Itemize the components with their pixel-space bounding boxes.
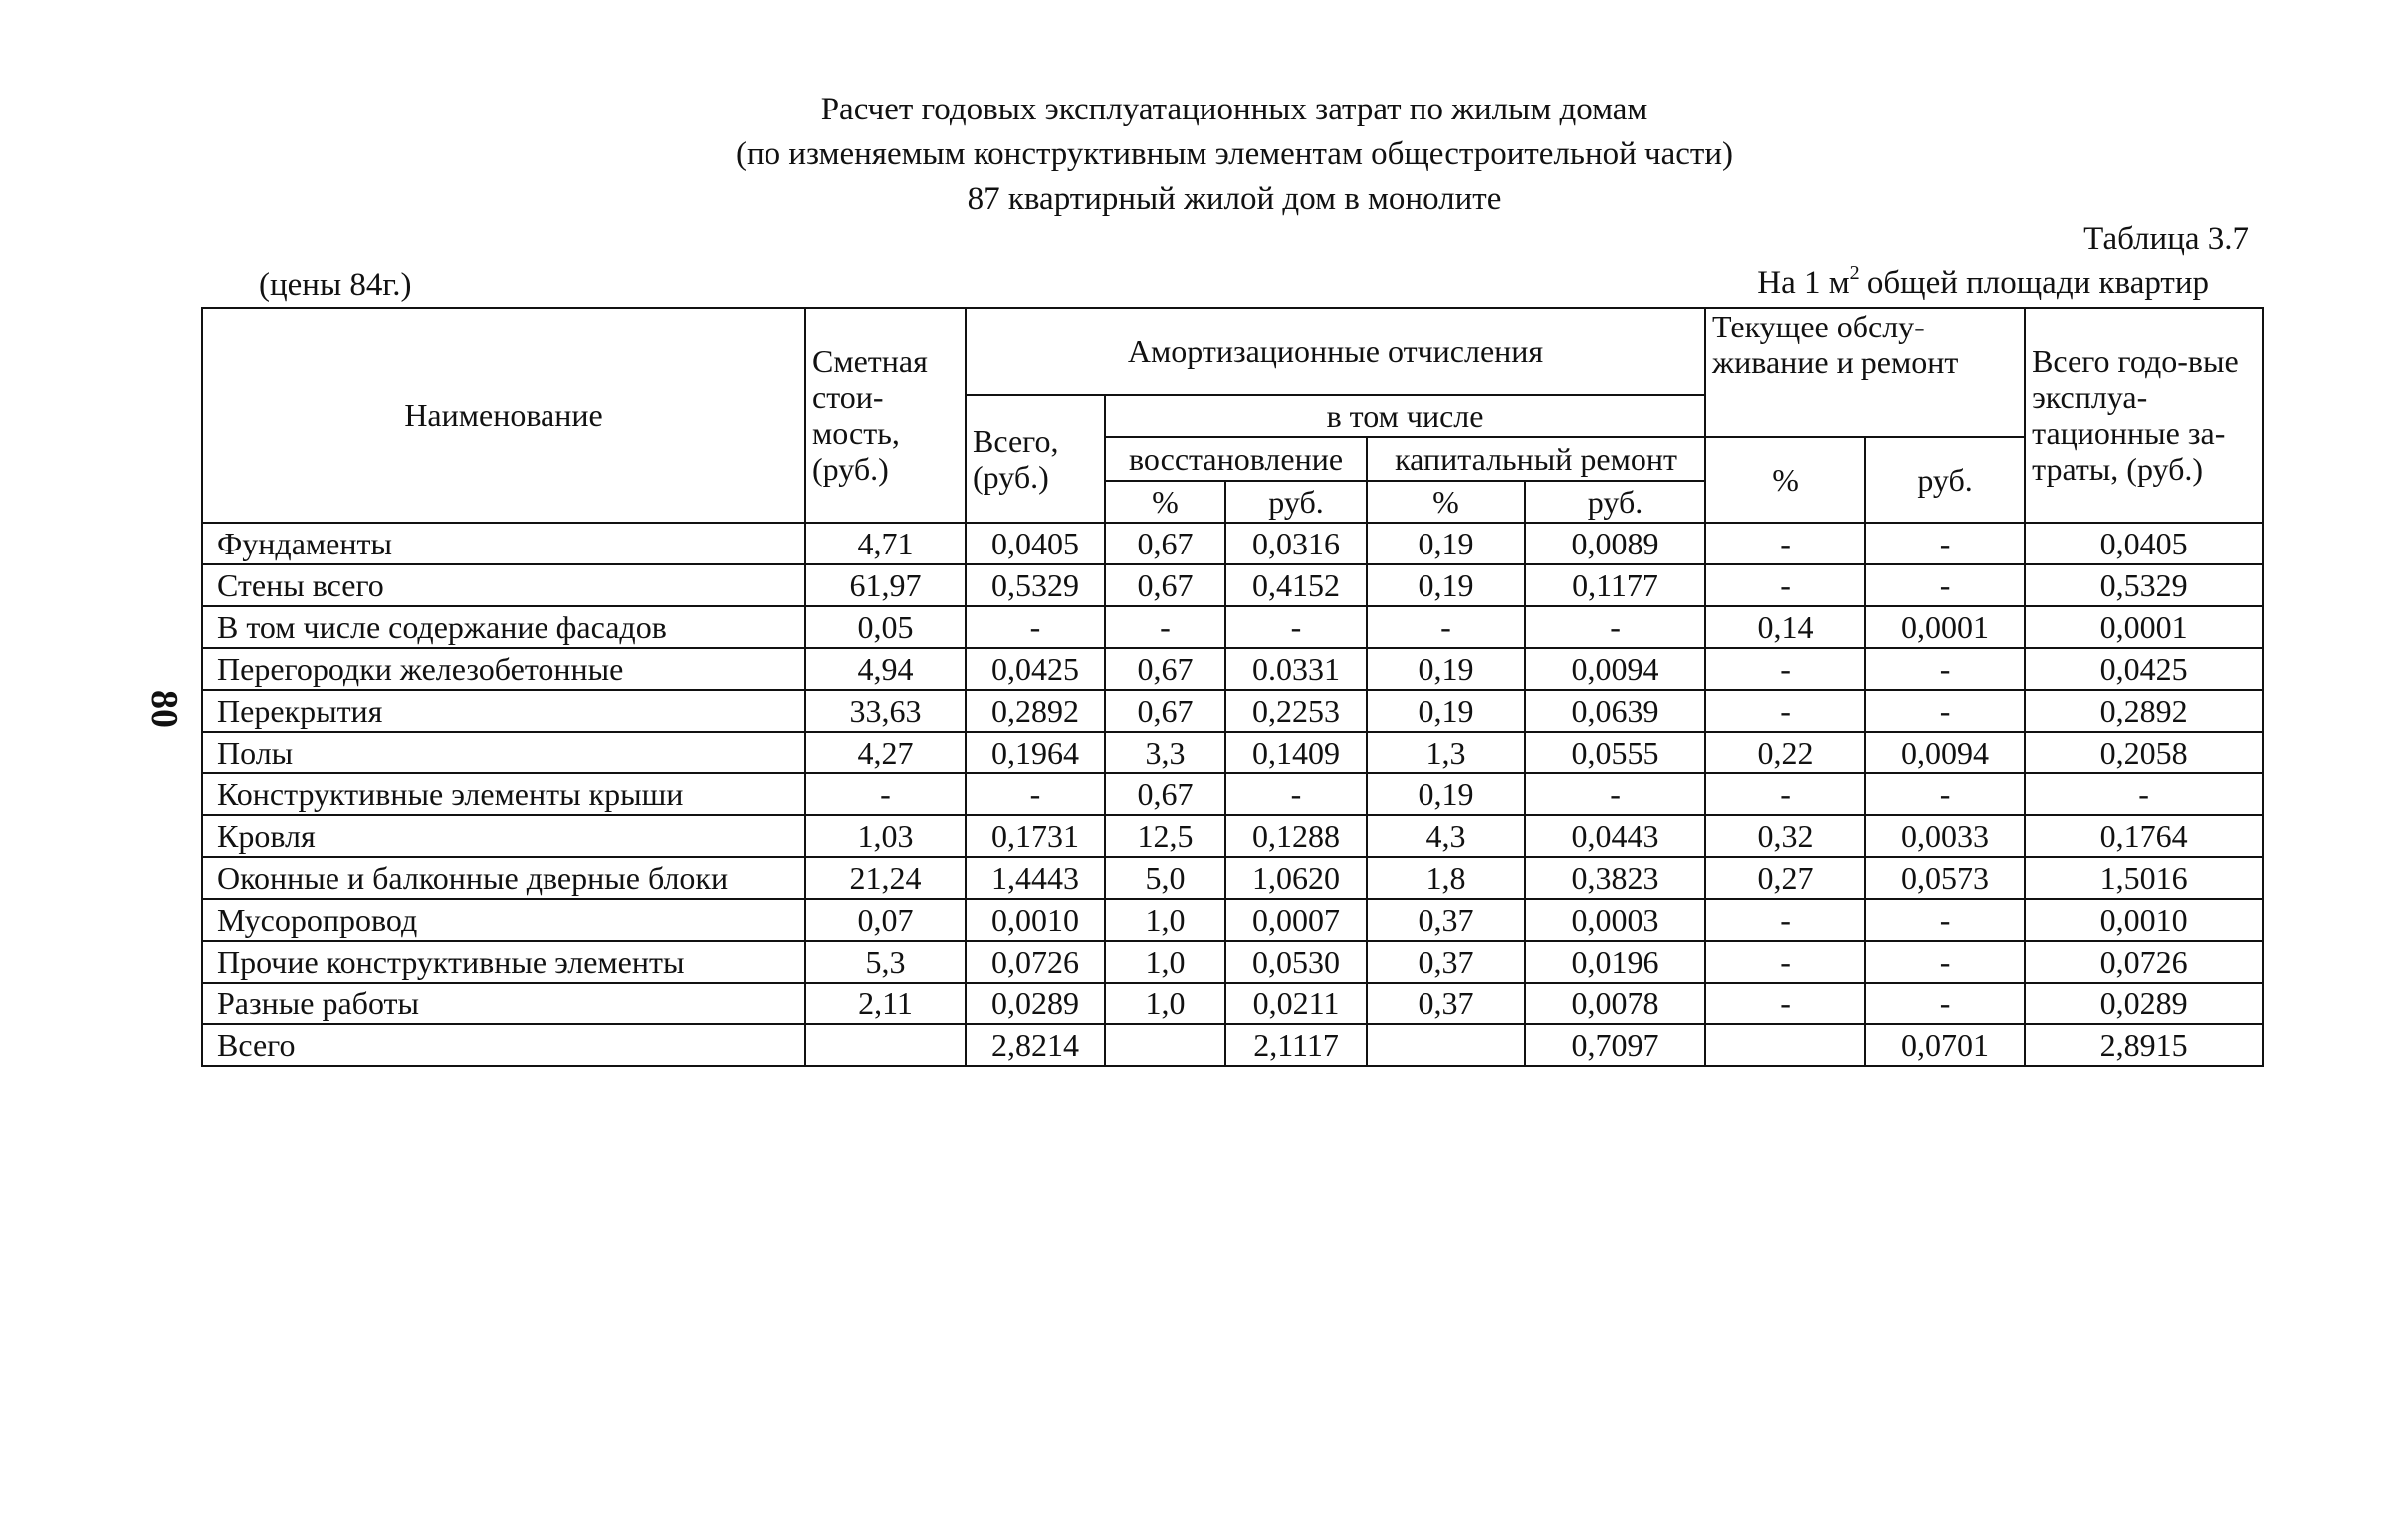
cell-cap-pct: 0,19 [1367,690,1525,732]
cell-cap-rub: 0,1177 [1525,564,1705,606]
cell-cap-rub: - [1525,606,1705,648]
cell-cost: - [805,773,966,815]
cell-cost: 21,24 [805,857,966,899]
cell-name: Всего [202,1024,805,1066]
cell-serv-rub: 0,0001 [1865,606,2025,648]
cell-cap-rub: 0,0078 [1525,983,1705,1024]
table-row [202,1024,2263,1066]
cell-rest-pct: 0,67 [1105,773,1225,815]
cell-rest-rub: - [1225,773,1367,815]
cell-serv-rub: - [1865,523,2025,564]
cell-rest-rub: 0,0530 [1225,941,1367,983]
cell-cap-pct: 0,19 [1367,523,1525,564]
cell-rest-pct: 1,0 [1105,899,1225,941]
cell-annual: 0,0425 [2025,648,2263,690]
cell-cap-rub: 0,0196 [1525,941,1705,983]
cell-name: В том числе содержание фасадов [202,606,805,648]
cell-rest-rub: 2,1117 [1225,1024,1367,1066]
table-row [202,899,2263,941]
cell-cost: 33,63 [805,690,966,732]
cell-total: 0,0405 [966,523,1105,564]
cell-rest-pct: 1,0 [1105,983,1225,1024]
header-service-pct: % [1705,437,1865,523]
cell-serv-pct: 0,32 [1705,815,1865,857]
cell-rest-rub: 0,2253 [1225,690,1367,732]
cell-cap-pct: 0,37 [1367,941,1525,983]
cell-name: Прочие конструктивные элементы [202,941,805,983]
cell-name: Стены всего [202,564,805,606]
cell-rest-pct: 0,67 [1105,690,1225,732]
cell-rest-pct: 12,5 [1105,815,1225,857]
cell-annual: 0,2058 [2025,732,2263,773]
cell-total: 0,2892 [966,690,1105,732]
cell-serv-rub: - [1865,941,2025,983]
table-row [202,732,2263,773]
cell-rest-rub: 0,0316 [1225,523,1367,564]
cell-total: 0,0289 [966,983,1105,1024]
cell-serv-rub: - [1865,648,2025,690]
cell-total: 0,0726 [966,941,1105,983]
cell-serv-pct: - [1705,941,1865,983]
cell-serv-pct: - [1705,773,1865,815]
cell-cap-rub: 0,0003 [1525,899,1705,941]
cell-annual: 0,1764 [2025,815,2263,857]
cell-cap-rub: 0,3823 [1525,857,1705,899]
cell-serv-pct: - [1705,690,1865,732]
header-depreciation-total: Всего, (руб.) [966,395,1105,523]
cell-serv-pct: - [1705,899,1865,941]
cell-cost: 4,94 [805,648,966,690]
cell-rest-pct: - [1105,606,1225,648]
header-annual-total: Всего годо-вые эксплуа-тационные за-траты, (руб.) [2025,308,2263,523]
cell-annual: 0,0405 [2025,523,2263,564]
operating-costs-table [201,307,2264,1067]
cell-cap-rub: - [1525,773,1705,815]
cell-serv-pct: 0,14 [1705,606,1865,648]
table-row [202,983,2263,1024]
cell-annual: 0,2892 [2025,690,2263,732]
table-row [202,523,2263,564]
cell-cap-rub: 0,0639 [1525,690,1705,732]
cell-total: 0,0425 [966,648,1105,690]
prices-note: (цены 84г.) [259,267,412,303]
title-line-1: Расчет годовых эксплуатационных затрат по жилым домам [820,92,1648,127]
cell-serv-pct: - [1705,523,1865,564]
table-row [202,690,2263,732]
cell-rest-rub: 0,4152 [1225,564,1367,606]
cell-rest-rub: - [1225,606,1367,648]
cell-rest-pct: 0,67 [1105,648,1225,690]
table-row [202,857,2263,899]
table-row [202,941,2263,983]
cell-serv-rub: 0,0033 [1865,815,2025,857]
cell-total: 0,1731 [966,815,1105,857]
cell-cost: 5,3 [805,941,966,983]
cell-rest-pct: 5,0 [1105,857,1225,899]
cell-name: Перекрытия [202,690,805,732]
cell-total: - [966,606,1105,648]
table-row [202,648,2263,690]
cell-serv-rub: - [1865,690,2025,732]
cell-serv-pct [1705,1024,1865,1066]
cell-annual: - [2025,773,2263,815]
cell-total: - [966,773,1105,815]
cell-annual: 2,8915 [2025,1024,2263,1066]
unit-note-suffix: общей площади квартир [1859,265,2209,301]
table-body [202,523,2263,1066]
header-current-service: Текущее обслу-живание и ремонт [1705,308,2025,437]
cell-name: Перегородки железобетонные [202,648,805,690]
cell-annual: 0,0726 [2025,941,2263,983]
unit-note-superscript: 2 [1849,262,1860,284]
header-name: Наименование [202,308,805,523]
header-capital-pct: % [1367,481,1525,523]
cell-serv-rub: - [1865,773,2025,815]
cell-cap-rub: 0,7097 [1525,1024,1705,1066]
cell-cap-pct: 0,19 [1367,648,1525,690]
cell-cap-pct: 0,37 [1367,983,1525,1024]
cell-total: 0,1964 [966,732,1105,773]
cell-rest-rub: 0,1409 [1225,732,1367,773]
header-service-rub: руб. [1865,437,2025,523]
table-number: Таблица 3.7 [2083,221,2249,257]
cell-rest-pct: 1,0 [1105,941,1225,983]
cell-rest-rub: 0,1288 [1225,815,1367,857]
header-estimated-cost: Сметная стои-мость, (руб.) [805,308,966,523]
cell-total: 2,8214 [966,1024,1105,1066]
header-capital-rub: руб. [1525,481,1705,523]
unit-note-prefix: На 1 м [1757,265,1850,301]
unit-note [1757,262,2209,302]
cell-annual: 0,0010 [2025,899,2263,941]
table-row [202,815,2263,857]
cell-cost: 0,05 [805,606,966,648]
cell-rest-pct: 0,67 [1105,564,1225,606]
cell-rest-pct [1105,1024,1225,1066]
cell-cap-rub: 0,0094 [1525,648,1705,690]
title-line-2: (по изменяемым конструктивным элементам общестроительной части) [735,136,1733,172]
document-title [0,88,2408,222]
cell-serv-rub: - [1865,564,2025,606]
cell-serv-pct: 0,27 [1705,857,1865,899]
header-restoration: восстановление [1105,437,1367,481]
cell-annual: 1,5016 [2025,857,2263,899]
cell-rest-rub: 0.0331 [1225,648,1367,690]
cell-cap-pct: 0,19 [1367,564,1525,606]
cell-serv-rub: - [1865,899,2025,941]
cell-cost: 4,71 [805,523,966,564]
cell-serv-rub: 0,0701 [1865,1024,2025,1066]
cell-cost: 2,11 [805,983,966,1024]
cell-cap-pct: 1,3 [1367,732,1525,773]
cell-annual: 0,0289 [2025,983,2263,1024]
cell-serv-pct: - [1705,648,1865,690]
cell-rest-rub: 0,0211 [1225,983,1367,1024]
cell-cost: 4,27 [805,732,966,773]
cell-rest-rub: 1,0620 [1225,857,1367,899]
cell-name: Фундаменты [202,523,805,564]
header-including: в том числе [1105,395,1705,437]
cell-serv-pct: - [1705,564,1865,606]
cell-serv-pct: 0,22 [1705,732,1865,773]
cell-cost: 0,07 [805,899,966,941]
cell-cap-pct: 4,3 [1367,815,1525,857]
header-restoration-rub: руб. [1225,481,1367,523]
cell-name: Кровля [202,815,805,857]
cell-serv-rub: 0,0094 [1865,732,2025,773]
cell-rest-pct: 3,3 [1105,732,1225,773]
cell-annual: 0,0001 [2025,606,2263,648]
cell-serv-rub: 0,0573 [1865,857,2025,899]
cell-cost: 61,97 [805,564,966,606]
cell-total: 0,5329 [966,564,1105,606]
cell-total: 0,0010 [966,899,1105,941]
cell-cost [805,1024,966,1066]
header-capital-repair: капитальный ремонт [1367,437,1705,481]
cell-name: Мусоропровод [202,899,805,941]
cell-name: Конструктивные элементы крыши [202,773,805,815]
cell-total: 1,4443 [966,857,1105,899]
cell-cap-pct: - [1367,606,1525,648]
cell-rest-rub: 0,0007 [1225,899,1367,941]
cell-annual: 0,5329 [2025,564,2263,606]
cell-cap-pct: 1,8 [1367,857,1525,899]
table-row [202,773,2263,815]
cell-name: Разные работы [202,983,805,1024]
cell-cap-pct: 0,19 [1367,773,1525,815]
cell-cost: 1,03 [805,815,966,857]
cell-name: Полы [202,732,805,773]
cell-serv-pct: - [1705,983,1865,1024]
cell-name: Оконные и балконные дверные блоки [202,857,805,899]
cell-cap-rub: 0,0443 [1525,815,1705,857]
cell-cap-rub: 0,0089 [1525,523,1705,564]
table-row [202,564,2263,606]
cell-cap-pct: 0,37 [1367,899,1525,941]
cell-serv-rub: - [1865,983,2025,1024]
cell-rest-pct: 0,67 [1105,523,1225,564]
table-row [202,606,2263,648]
cell-cap-rub: 0,0555 [1525,732,1705,773]
title-line-3: 87 квартирный жилой дом в монолите [967,181,1502,217]
page-number: 80 [143,690,185,728]
cell-cap-pct [1367,1024,1525,1066]
header-restoration-pct: % [1105,481,1225,523]
header-depreciation: Амортизационные отчисления [966,308,1705,395]
